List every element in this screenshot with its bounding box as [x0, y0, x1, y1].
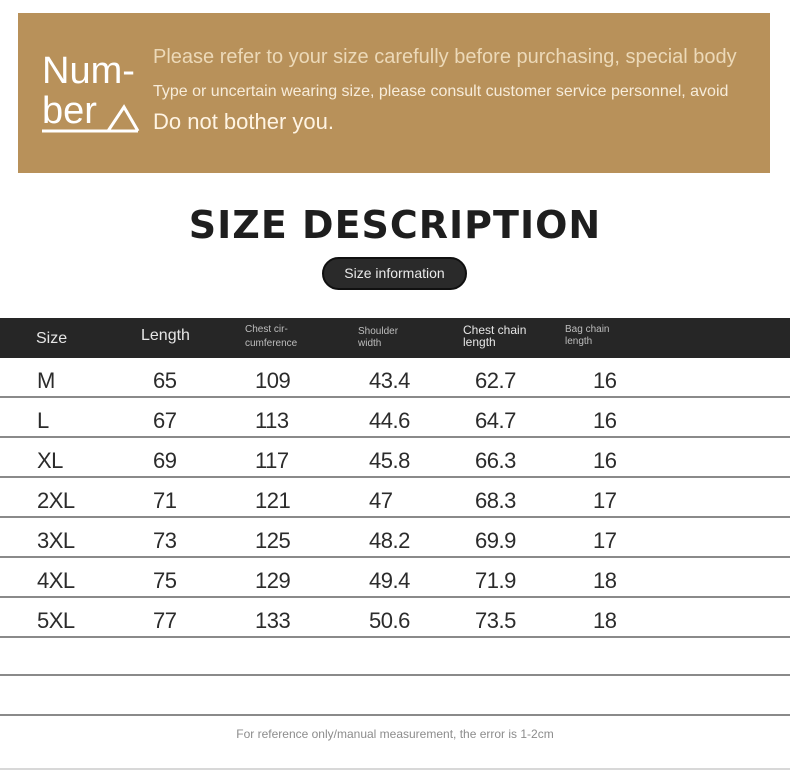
cell-chest-chain: 73.5: [475, 608, 516, 633]
divider: [0, 768, 790, 770]
cell-bag-chain: 18: [593, 608, 617, 633]
cell-bag-chain: 17: [593, 528, 617, 553]
header-bag-1: Bag chain: [565, 324, 610, 335]
cell-chest: 109: [255, 368, 291, 393]
cell-size: M: [37, 368, 55, 393]
table-row: [0, 478, 790, 518]
cell-shoulder: 43.4: [369, 368, 410, 393]
cell-chest-chain: 64.7: [475, 408, 516, 433]
empty-row: [0, 676, 790, 716]
cell-bag-chain: 16: [593, 408, 617, 433]
cell-size: 4XL: [37, 568, 75, 593]
cell-bag-chain: 16: [593, 368, 617, 393]
cell-chest: 125: [255, 528, 291, 553]
cell-shoulder: 49.4: [369, 568, 410, 593]
number-mark: [42, 49, 142, 139]
cell-length: 65: [153, 368, 177, 393]
cell-chest: 133: [255, 608, 291, 633]
cell-length: 73: [153, 528, 177, 553]
header-chain-1: Chest chain: [463, 323, 527, 337]
cell-length: 71: [153, 488, 177, 513]
cell-length: 75: [153, 568, 177, 593]
empty-row: [0, 636, 790, 676]
header-shoulder-1: Shoulder: [358, 326, 399, 337]
cell-chest: 113: [255, 408, 289, 433]
notice-banner: [18, 13, 770, 173]
header-chest-1: Chest cir-: [245, 324, 288, 335]
mark-word-2: ber: [42, 90, 97, 132]
header-bag-2: length: [565, 336, 593, 347]
notice-line-1: Please refer to your size carefully before purchasing, special body: [153, 46, 737, 68]
cell-shoulder: 44.6: [369, 408, 410, 433]
cell-chest: 117: [255, 448, 289, 473]
size-information-badge: Size information: [322, 257, 467, 290]
header-chest-2: cumference: [245, 338, 298, 349]
cell-chest-chain: 69.9: [475, 528, 516, 553]
cell-length: 69: [153, 448, 177, 473]
cell-size: 2XL: [37, 488, 75, 513]
cell-bag-chain: 16: [593, 448, 617, 473]
page-title: SIZE DESCRIPTION: [188, 203, 602, 247]
table-row: [0, 598, 790, 638]
mark-word-1: Num-: [42, 50, 135, 92]
cell-size: L: [37, 408, 49, 433]
notice-line-2: Type or uncertain wearing size, please consult customer service personnel, avoid: [153, 83, 729, 100]
header-chain-2: length: [463, 335, 496, 349]
triangle-underline-icon: [42, 97, 142, 137]
table-row: [0, 558, 790, 598]
cell-chest-chain: 68.3: [475, 488, 516, 513]
notice-line-3: Do not bother you.: [153, 109, 335, 134]
cell-shoulder: 45.8: [369, 448, 410, 473]
cell-chest: 129: [255, 568, 291, 593]
cell-length: 77: [153, 608, 177, 633]
table-row: [0, 358, 790, 398]
cell-shoulder: 48.2: [369, 528, 410, 553]
table-header: [0, 318, 790, 358]
cell-bag-chain: 18: [593, 568, 617, 593]
table-row: [0, 438, 790, 478]
cell-bag-chain: 17: [593, 488, 617, 513]
cell-length: 67: [153, 408, 177, 433]
cell-shoulder: 47: [369, 488, 393, 513]
cell-chest: 121: [255, 488, 291, 513]
measurement-note: For reference only/manual measurement, the error is 1-2cm: [236, 727, 554, 741]
cell-chest-chain: 66.3: [475, 448, 516, 473]
cell-size: 3XL: [37, 528, 75, 553]
table-row: [0, 518, 790, 558]
header-size: Size: [36, 330, 68, 347]
cell-chest-chain: 62.7: [475, 368, 516, 393]
cell-chest-chain: 71.9: [475, 568, 516, 593]
cell-size: XL: [37, 448, 63, 473]
header-shoulder-2: width: [358, 338, 382, 349]
table-row: [0, 398, 790, 438]
header-length: Length: [141, 327, 190, 344]
cell-size: 5XL: [37, 608, 75, 633]
cell-shoulder: 50.6: [369, 608, 410, 633]
